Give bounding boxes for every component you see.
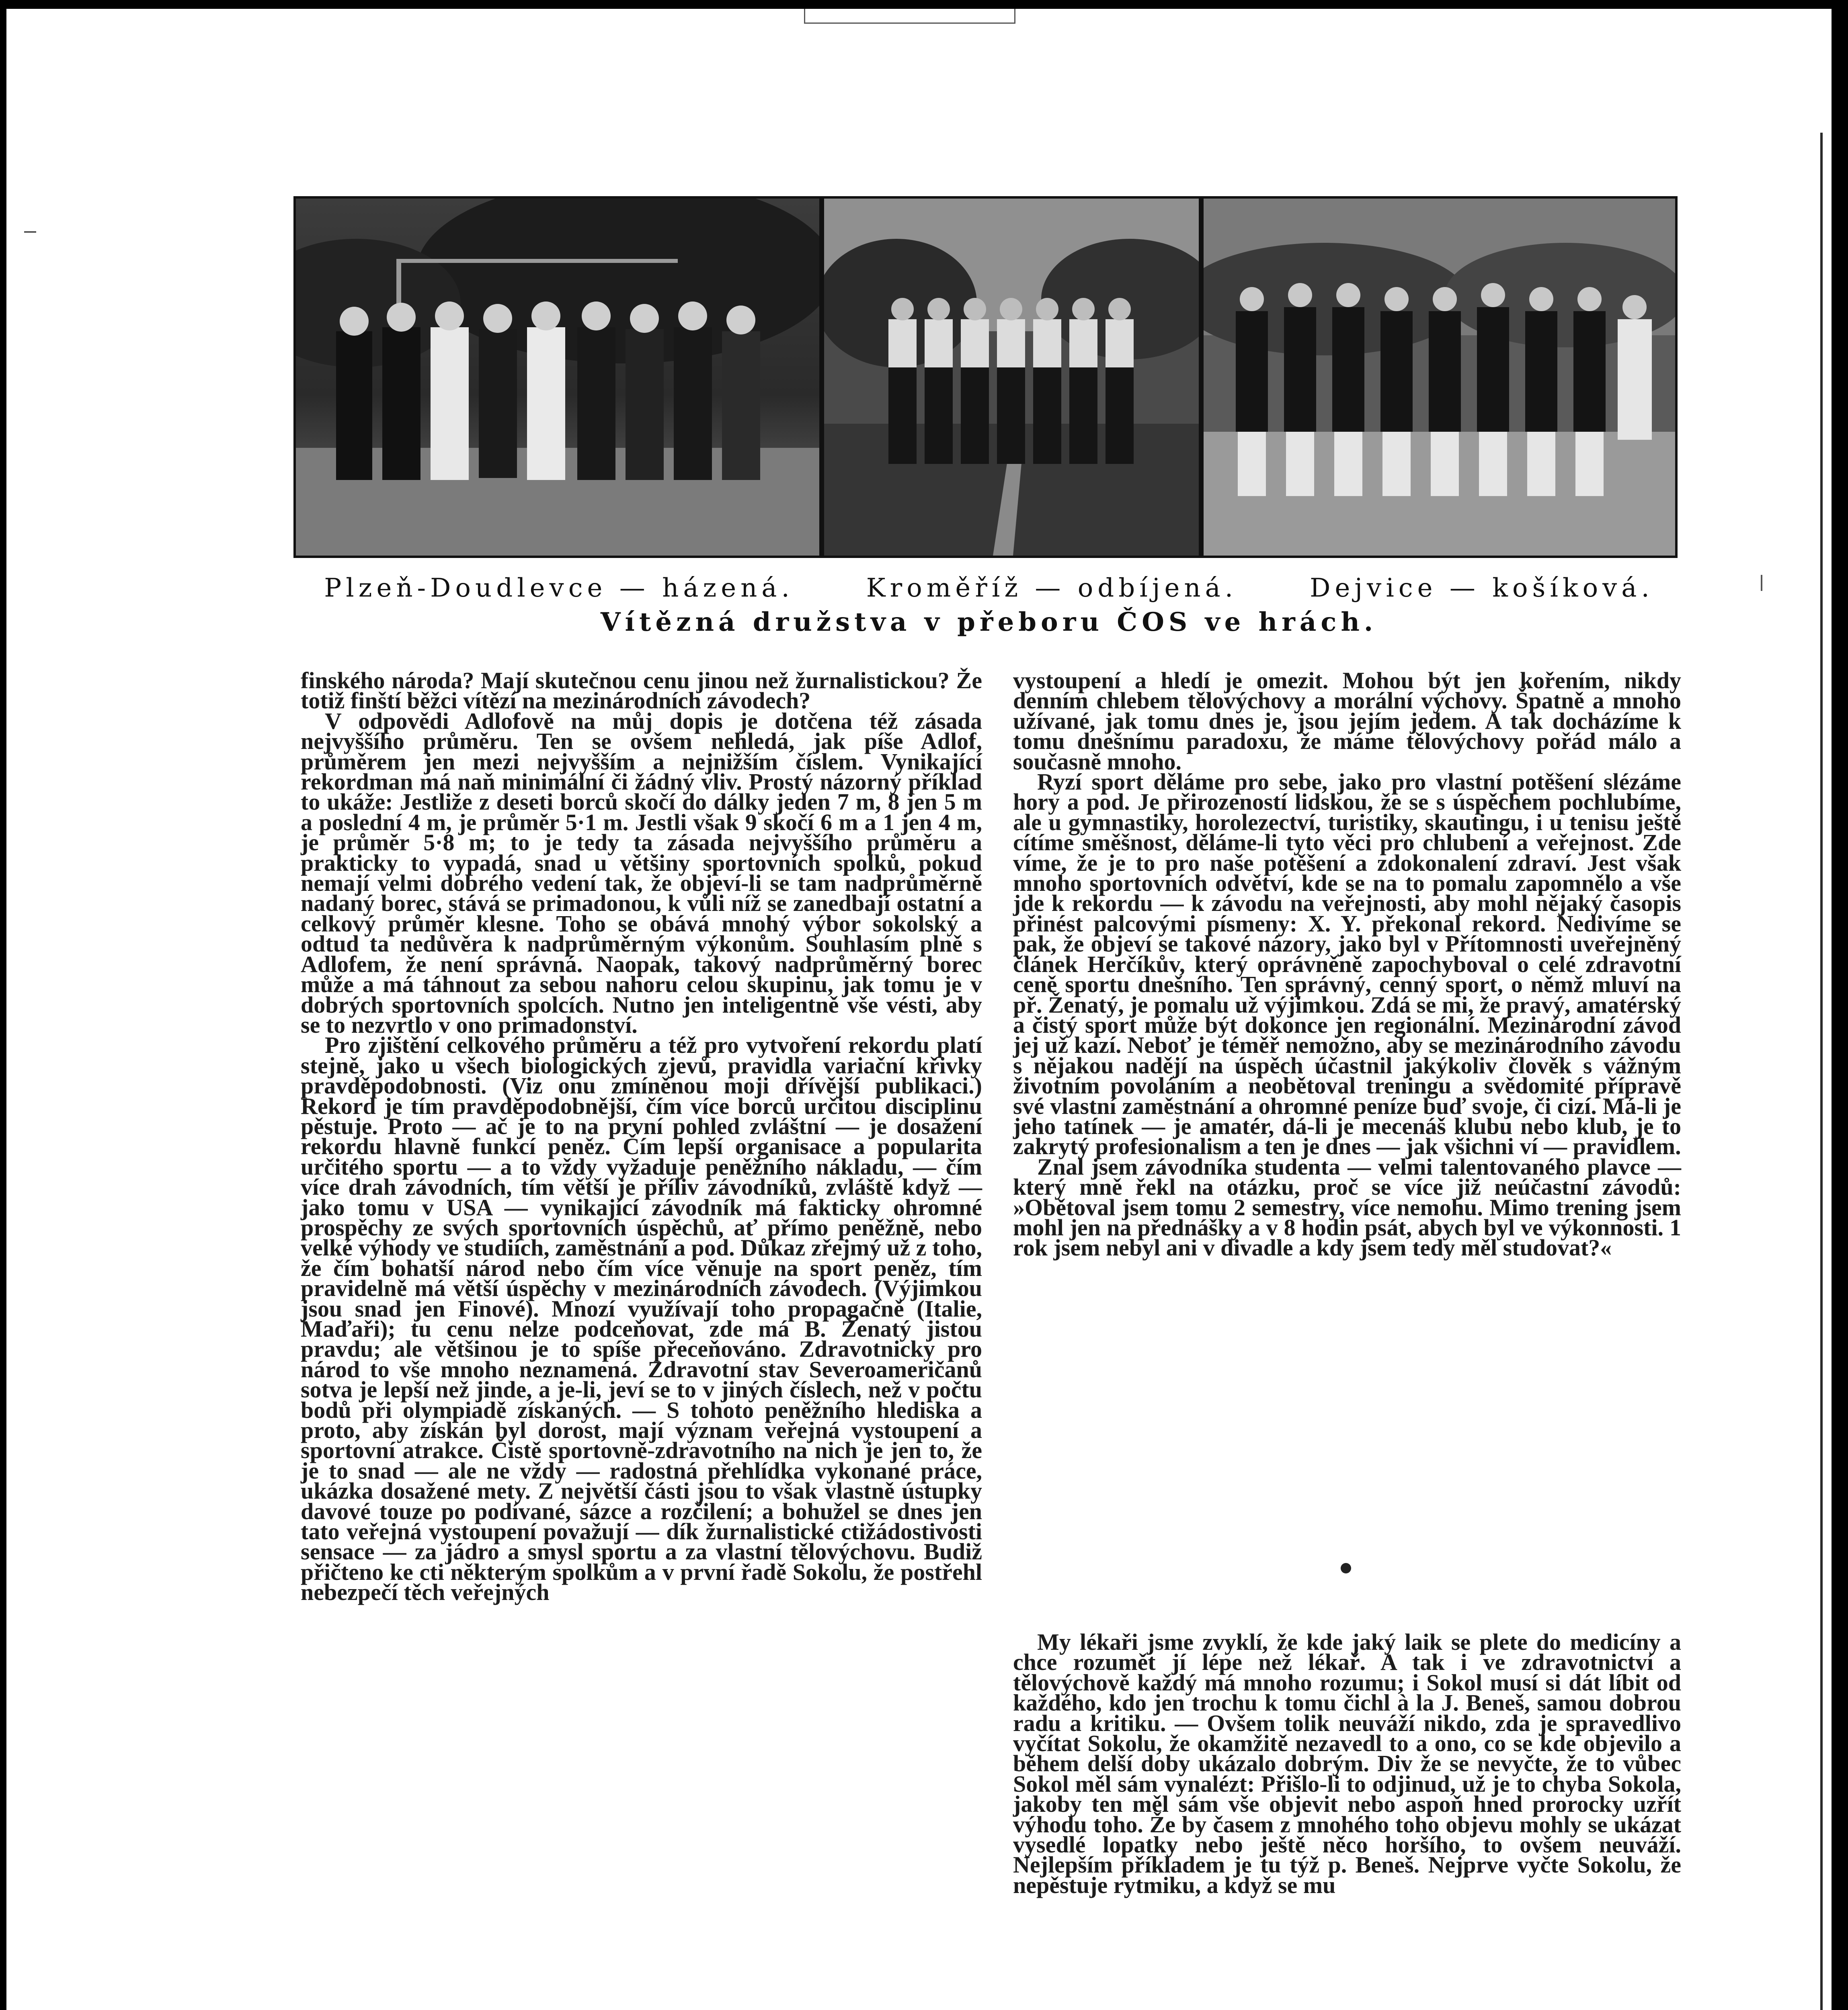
article-column-left bbox=[301, 667, 982, 1606]
photo-kromeriz bbox=[824, 199, 1199, 556]
caption-kromeriz: Kroměříž — odbíjená. bbox=[866, 573, 1238, 603]
article-column-right-section2 bbox=[1013, 1629, 1681, 1898]
page-edge-shadow bbox=[1820, 133, 1823, 2010]
team-photo-3-image bbox=[1204, 199, 1675, 556]
paragraph: V odpovědi Adlofově na můj dopis je dotčena též zásada nejvyššího průměru. Ten se ovšem nehledá, jak píše Adlof, průměrem jen mezi nejvyšším a nejnižším číslem. Vynikající rekordman má naň minimální či žádný vliv. Prostý názorný příklad to ukáže: Jestliže z deseti borců skočí do dálky jeden 7 m, 8 jen 5 m a poslední 4 m, je průměr 5·1 m. Jestli však 9 skočí 6 m a 1 jen 4 m, je průměr 5·8 m; to je tedy ta zásada nejvyššího průměru a prakticky to vypadá, snad u většiny sportovních spolků, pokud nemají velmi dobrého vedení tak, že objeví-li se tam nadprůměrně nadaný borec, stává se primadonou, k vůli níž se zanedbají ostatní a celkový průměr klesne. Toho se obává mnohý výbor sokolský a odtud ta nedůvěra k nadprůměrným výkonům. Souhlasím plně s Adlofem, že není správná. Naopak, takový nadprůměrný borec může a má táhnout za sebou nahoru celou skupinu, jak tomu je v dobrých sportovních spolcích. Nutno jen inteligentně vše vésti, aby se to nezvrtlo v ono primadonství. bbox=[301, 708, 982, 1038]
paragraph: finského národa? Mají skutečnou cenu jinou než žurnalistickou? Že totiž finští běžci vítězí na mezinárodních závodech? bbox=[301, 667, 982, 714]
paragraph: Znal jsem závodníka studenta — velmi talentovaného plavce — který mně řekl na otázku, proč se více již neúčastní závodů: »Obětoval jsem tomu 2 semestry, více nemohu. Mimo trening jsem mohl jen na přednášky a v 8 hodin psát, abych byl ve výkonnosti. 1 rok jsem nebyl ani v divadle a kdy jsem tedy měl studovat?« bbox=[1013, 1153, 1681, 1261]
caption-dejvice: Dejvice — košíková. bbox=[1310, 573, 1654, 603]
team-photo-2-image bbox=[824, 199, 1199, 556]
article-column-right bbox=[1013, 667, 1681, 1261]
paragraph: Pro zjištění celkového průměru a též pro vytvoření rekordu platí stejně, jako u všech biologických zjevů, pravidla variační křivky pravděpodobnosti. (Viz onu zmíněnou moji dřívější publikaci.) Rekord je tím pravděpodobnější, čím více borců určitou disciplinu pěstuje. Proto — ač je to na první pohled zvláštní — je dosažení rekordu hlavně funkcí peněz. Čím lepší organisace a popularita určitého sportu — a to vždy vyžaduje peněžního nákladu, — čím více drah závodních, tím větší je příliv závodníků, zvláště když — jako tomu v USA — vynikající závodník má fakticky ohromné prospěchy ze svých sportovních úspěchů, ať přímo peněžně, nebo velké výhody ve studiích, zaměstnání a pod. Důkaz zřejmý už z toho, že čím bohatší národ nebo čím více věnuje na sport peněz, tím pravidelně má větší úspěchy v mezinárodních závodech. (Výjimkou jsou snad jen Finové). Mnozí využívají toho propagačně (Italie, Maďaři); tu cenu nelze podceňovat, zde má B. Ženatý jistou pravdu; ale většinou je to spíše přeceňováno. Zdravotnicky pro národ to vše mnoho neznamená. Zdravotní stav Severoameričanů sotva je lepší než jinde, a je-li, jeví se to v jiných číslech, než v počtu bodů při olympiadě získaných. — S tohoto peněžního hlediska a proto, aby získán byl dorost, mají význam veřejná vystoupení a sportovní atrakce. Čistě sportovně-zdravotního na nich je jen to, že je to snad — ale ne vždy — radostná přehlídka vykonané práce, ukázka dosažené mety. Z největší části jsou to však vlastně ústupky davové touze po podívané, sázce a rozčilení; a bohužel se dnes jen tato veřejná vystoupení považují — dík žurnalistické ctižádostivosti sensace — za jádro a smysl sportu a za vlastní tělovýchovu. Budiž přičteno ke cti některým spolkům a v první řadě Sokolu, že postřehl nebezpečí těch veřejných bbox=[301, 1032, 982, 1606]
photo-dejvice bbox=[1204, 199, 1675, 556]
scan-border-right bbox=[1832, 0, 1848, 2010]
section-divider-bullet bbox=[1341, 1563, 1351, 1573]
paragraph: My lékaři jsme zvyklí, že kde jaký laik se plete do medicíny a chce rozumět jí lépe než lékař. A tak i ve zdravotnictví a tělovýchově každý má mnoho rozumu; i Sokol musí si dát líbit od každého, kdo jen trochu k tomu čichl à la J. Beneš, samou dobrou radu a kritiku. — Ovšem tolik neuváží nikdo, zda je spravedlivo vyčítat Sokolu, že okamžitě nezavedl to a ono, co se kde objevilo a během delší doby ukázalo dobrým. Div že se nevyčte, že to vůbec Sokol měl sám vynalézt: Přišlo-li to odjinud, už je to chyba Sokola, jakoby ten měl sám vše objevit nebo aspoň hned prorocky uzřít výhodu toho. Že by časem z mnohého toho objevu mohly se ukázat vysedlé lopatky nebo ještě něco horšího, to ovšem neuváží. Nejlepším příkladem je tu týž p. Beneš. Nejprve vyčte Sokolu, že nepěstuje rytmiku, a když se mu bbox=[1013, 1629, 1681, 1898]
margin-mark bbox=[24, 231, 36, 233]
paragraph: Ryzí sport děláme pro sebe, jako pro vlastní potěšení slézáme hory a pod. Je přirozeností lidskou, že se s úspěchem pochlubíme, ale u gymnastiky, horolezectví, turistiky, skautingu, i u tenisu ještě cítíme směšnost, děláme-li tyto věci pro chlubení a veřejnost. Zde víme, že je to pro naše potěšení a zdokonalení zdraví. Jest však mnoho sportovních odvětví, kde se na to pomalu zapomnělo a vše jde k rekordu — k závodu na veřejnosti, aby mohl nějaký časopis přinést palcovými písmeny: X. Y. překonal rekord. Nedivíme se pak, že objeví se takové názory, jako byl v Přítomnosti uveřejněný článek Herčíkův, který oprávněně zapochyboval o celé zdravotní ceně sportu dnešního. Ten správný, cenný sport, o němž mluví na př. Ženatý, je pomalu už výjimkou. Zdá se mi, že pravý, amatérský a čistý sport může být dokonce jen regionální. Mezinárodní závod jej už kazí. Neboť je téměř nemožno, aby se mezinárodního závodu s nějakou nadějí na úspěch účastnil jakýkoliv člověk s vážným životním povoláním a neobětoval treningu a svědomité přípravě své vlastní zaměstnání a ohromné peníze buď svoje, či cizí. Má-li je jeho tatínek — je amatér, dá-li je mecenáš klubu nebo klub, je to zakrytý profesionalism a ten je dnes — jak všichni ví — pravidlem. bbox=[1013, 769, 1681, 1160]
photo-caption-title: Vítězná družstva v přeboru ČOS ve hrách. bbox=[600, 607, 1378, 637]
team-photo-1-image bbox=[296, 199, 819, 556]
margin-mark bbox=[1761, 575, 1762, 591]
caption-plzen: Plzeň-Doudlevce — házená. bbox=[324, 573, 794, 603]
photo-caption-teams bbox=[281, 573, 1696, 603]
photo-plzen-doudlevce bbox=[296, 199, 819, 556]
scan-border-top bbox=[0, 0, 1848, 9]
scan-border-left bbox=[0, 0, 6, 2010]
paragraph: vystoupení a hledí je omezit. Mohou být jen kořením, nikdy denním chlebem tělovýchovy a morální výchovy. Špatně a mnoho užívané, jak tomu dnes je, jsou jejím jedem. A tak docházíme k tomu dnešnímu paradoxu, že máme tělovýchovy pořád málo a současně mnoho. bbox=[1013, 667, 1681, 775]
photo-strip bbox=[293, 196, 1678, 558]
scan-top-tab bbox=[804, 9, 1015, 24]
